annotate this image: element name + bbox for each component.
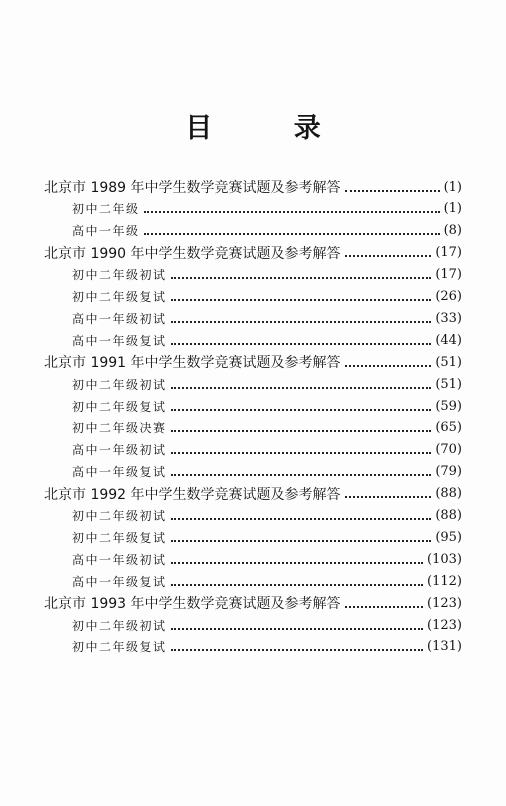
toc-entry bbox=[72, 373, 462, 395]
toc-page-number: (8) bbox=[443, 223, 462, 239]
dot-leader bbox=[144, 232, 440, 235]
dot-leader bbox=[171, 539, 432, 542]
toc-label: 北京市 1991 年中学生数学竞赛试题及参考解答 bbox=[44, 355, 341, 372]
toc-page-number: (95) bbox=[435, 529, 462, 545]
toc-entry bbox=[72, 614, 462, 636]
toc-page-number: (65) bbox=[435, 420, 462, 436]
dot-leader bbox=[171, 627, 424, 630]
toc-page-number: (112) bbox=[427, 573, 462, 589]
toc-page-number: (26) bbox=[435, 289, 462, 304]
toc-label: 初中二年级复试 bbox=[72, 530, 167, 545]
toc-page-number: (51) bbox=[435, 376, 462, 392]
dot-leader bbox=[171, 473, 432, 476]
dot-leader bbox=[171, 408, 432, 411]
toc-section bbox=[44, 351, 462, 373]
toc-entry bbox=[72, 526, 462, 548]
dot-leader bbox=[171, 517, 432, 520]
toc-section bbox=[44, 242, 462, 264]
toc-label: 高中一年级复试 bbox=[72, 465, 167, 480]
dot-leader bbox=[171, 429, 432, 432]
toc-page-number: (103) bbox=[427, 551, 462, 567]
toc-label: 初中二年级复试 bbox=[72, 399, 167, 414]
toc-label: 初中二年级初试 bbox=[72, 618, 167, 633]
toc-label: 高中一年级复试 bbox=[72, 333, 167, 348]
toc-entry bbox=[72, 264, 462, 286]
dot-leader bbox=[171, 583, 424, 586]
dot-leader bbox=[171, 648, 424, 651]
dot-leader bbox=[171, 561, 424, 564]
dot-leader bbox=[345, 605, 424, 608]
dot-leader bbox=[171, 298, 432, 301]
toc-entry bbox=[72, 505, 462, 527]
toc-section bbox=[44, 592, 462, 614]
toc-label: 高中一年级初试 bbox=[72, 552, 167, 567]
toc-page-number: (33) bbox=[435, 310, 462, 326]
toc-page-number: (17) bbox=[435, 245, 462, 261]
toc-entry bbox=[72, 461, 462, 483]
toc-label: 初中二年级初试 bbox=[72, 268, 167, 283]
dot-leader bbox=[171, 320, 432, 323]
toc-label: 初中二年级复试 bbox=[72, 290, 167, 304]
toc-page-number: (88) bbox=[435, 486, 462, 502]
toc-label: 高中一年级复试 bbox=[72, 574, 167, 589]
dot-leader bbox=[345, 364, 432, 367]
toc-page-number: (70) bbox=[435, 442, 462, 458]
toc-label: 北京市 1993 年中学生数学竞赛试题及参考解答 bbox=[44, 596, 341, 613]
toc-entry bbox=[72, 417, 462, 439]
toc-label: 高中一年级初试 bbox=[72, 443, 167, 458]
toc-label: 北京市 1990 年中学生数学竞赛试题及参考解答 bbox=[44, 245, 341, 262]
toc-page-number: (88) bbox=[435, 508, 462, 523]
toc-label: 初中二年级 bbox=[72, 202, 140, 217]
toc-label: 高中一年级初试 bbox=[72, 311, 167, 326]
toc-entry bbox=[72, 439, 462, 461]
toc-page-number: (17) bbox=[435, 267, 462, 283]
toc-entry bbox=[72, 307, 462, 329]
toc-entry bbox=[72, 636, 462, 658]
toc-page-number: (79) bbox=[435, 464, 462, 480]
page-title: 目 录 bbox=[185, 113, 357, 144]
dot-leader bbox=[171, 386, 432, 389]
dot-leader bbox=[345, 495, 432, 498]
toc-entry bbox=[72, 198, 462, 220]
toc-page-number: (1) bbox=[443, 201, 462, 217]
toc-page-number: (1) bbox=[443, 179, 462, 195]
toc-section bbox=[44, 176, 462, 198]
toc-label: 高中一年级 bbox=[72, 224, 140, 239]
toc-entry bbox=[72, 570, 462, 592]
toc-label: 北京市 1992 年中学生数学竞赛试题及参考解答 bbox=[44, 486, 341, 503]
toc-label: 北京市 1989 年中学生数学竞赛试题及参考解答 bbox=[44, 180, 341, 196]
toc-page-number: (123) bbox=[427, 617, 462, 633]
toc-page-number: (51) bbox=[435, 354, 462, 370]
toc-entry bbox=[72, 548, 462, 570]
toc-page-number: (59) bbox=[435, 398, 462, 414]
dot-leader bbox=[171, 342, 432, 345]
toc-page-number: (44) bbox=[435, 332, 462, 348]
dot-leader bbox=[144, 210, 440, 213]
dot-leader bbox=[171, 451, 432, 454]
toc-section bbox=[44, 483, 462, 505]
toc-label: 初中二年级决赛 bbox=[72, 421, 167, 436]
dot-leader bbox=[345, 254, 432, 257]
toc-page-number: (123) bbox=[427, 595, 462, 611]
toc-entry bbox=[72, 329, 462, 351]
toc-label: 初中二年级初试 bbox=[72, 509, 167, 523]
toc-label: 初中二年级初试 bbox=[72, 377, 167, 392]
dot-leader bbox=[171, 276, 432, 279]
toc-label: 初中二年级复试 bbox=[72, 640, 167, 655]
toc-entry bbox=[72, 395, 462, 417]
toc-entry bbox=[72, 286, 462, 308]
dot-leader bbox=[345, 189, 440, 192]
toc-page-number: (131) bbox=[427, 639, 462, 655]
toc-entry bbox=[72, 220, 462, 242]
